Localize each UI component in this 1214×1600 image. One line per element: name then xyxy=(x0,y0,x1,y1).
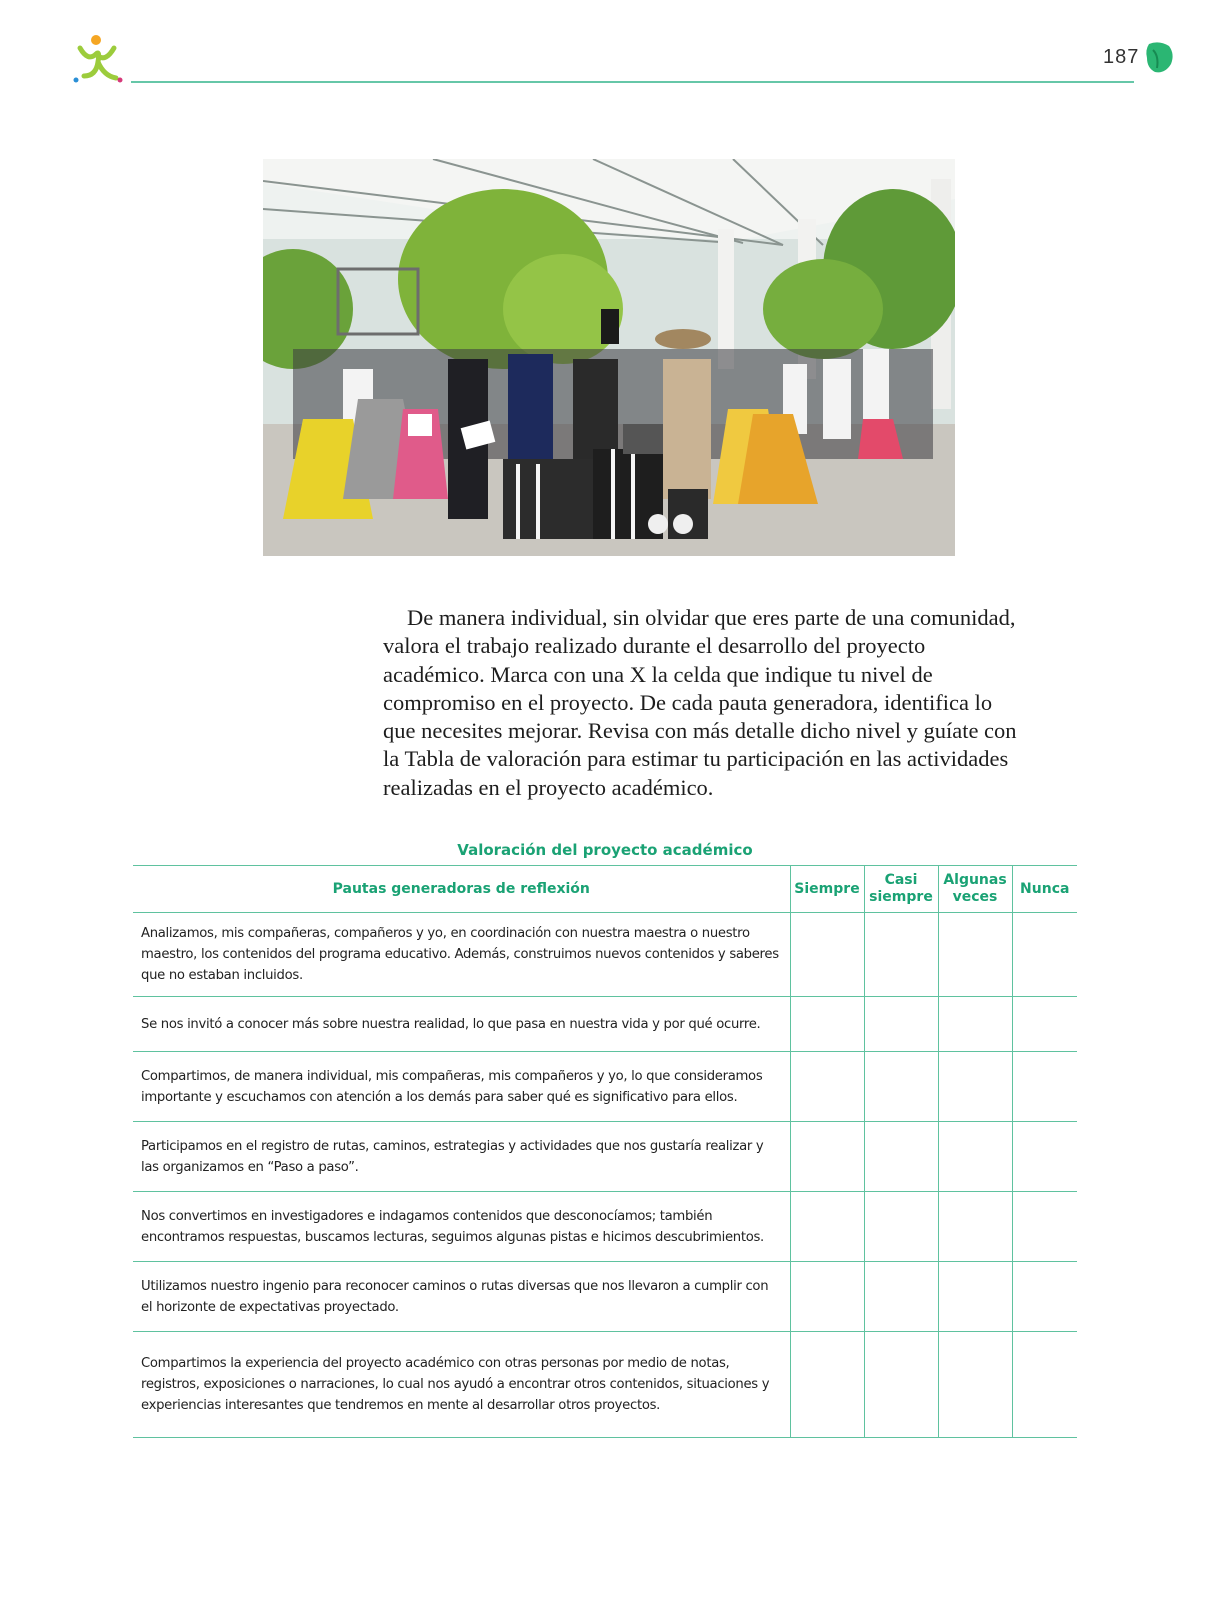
program-logo-icon xyxy=(70,32,126,86)
header-nunca: Nunca xyxy=(1012,866,1077,913)
table-row xyxy=(133,1332,1077,1438)
cell-casi-siempre[interactable] xyxy=(864,1262,938,1332)
cell-casi-siempre[interactable] xyxy=(864,997,938,1052)
pauta-text: Participamos en el registro de rutas, caminos, estrategias y actividades que nos gustaría realizar y las organizamos en “Paso a paso”. xyxy=(133,1122,790,1192)
cell-algunas-veces[interactable] xyxy=(938,997,1012,1052)
table-header-row xyxy=(133,866,1077,913)
header-rule xyxy=(131,81,1134,83)
table-title: Valoración del proyecto académico xyxy=(457,841,753,859)
cell-nunca[interactable] xyxy=(1012,1122,1077,1192)
header-siempre: Siempre xyxy=(790,866,864,913)
page-number: 187 xyxy=(1103,46,1140,68)
cell-siempre[interactable] xyxy=(790,1262,864,1332)
pauta-text: Compartimos la experiencia del proyecto académico con otras personas por medio de notas, registros, exposiciones o narraciones, lo cual nos ayudó a encontrar otros contenidos, situaciones y experiencias interesantes que tendremos en mente al desarrollar otros proyectos. xyxy=(133,1332,790,1438)
cell-casi-siempre[interactable] xyxy=(864,1192,938,1262)
cell-siempre[interactable] xyxy=(790,913,864,997)
cell-casi-siempre[interactable] xyxy=(864,1122,938,1192)
school-festival-photo xyxy=(263,159,955,556)
cell-casi-siempre[interactable] xyxy=(864,1052,938,1122)
table-row xyxy=(133,1262,1077,1332)
pauta-text: Se nos invitó a conocer más sobre nuestra realidad, lo que pasa en nuestra vida y por qué ocurre. xyxy=(133,997,790,1052)
cell-nunca[interactable] xyxy=(1012,997,1077,1052)
pauta-text: Nos convertimos en investigadores e indagamos contenidos que desconocíamos; también encontramos respuestas, buscamos lecturas, seguimos algunas pistas e hicimos descubrimientos. xyxy=(133,1192,790,1262)
cell-algunas-veces[interactable] xyxy=(938,913,1012,997)
leaf-icon xyxy=(1143,40,1175,76)
table-row xyxy=(133,1122,1077,1192)
intro-paragraph: De manera individual, sin olvidar que eres parte de una comunidad, valora el trabajo realizado durante el desarrollo del proyecto académico. Marca con una X la celda que indique tu nivel de compromiso en el proyecto. De cada pauta generadora, identifica lo que necesites mejorar. Revisa con más detalle dicho nivel y guíate con la Tabla de valoración para estimar tu participación en las actividades realizadas en el proyecto académico. xyxy=(383,605,1017,800)
cell-casi-siempre[interactable] xyxy=(864,913,938,997)
cell-siempre[interactable] xyxy=(790,1122,864,1192)
cell-algunas-veces[interactable] xyxy=(938,1122,1012,1192)
pauta-text: Compartimos, de manera individual, mis compañeras, mis compañeros y yo, lo que consideramos importante y escuchamos con atención a los demás para saber qué es significativo para ellos. xyxy=(133,1052,790,1122)
cell-nunca[interactable] xyxy=(1012,1332,1077,1438)
table-row xyxy=(133,997,1077,1052)
pauta-text: Analizamos, mis compañeras, compañeros y yo, en coordinación con nuestra maestra o nuestro maestro, los contenidos del programa educativo. Además, construimos nuevos contenidos y saberes que no estaban incluidos. xyxy=(133,913,790,997)
cell-siempre[interactable] xyxy=(790,1332,864,1438)
header-pautas: Pautas generadoras de reflexión xyxy=(133,866,790,913)
cell-algunas-veces[interactable] xyxy=(938,1332,1012,1438)
cell-algunas-veces[interactable] xyxy=(938,1262,1012,1332)
cell-casi-siempre[interactable] xyxy=(864,1332,938,1438)
evaluation-table xyxy=(133,865,1077,1438)
cell-nunca[interactable] xyxy=(1012,1192,1077,1262)
cell-siempre[interactable] xyxy=(790,997,864,1052)
cell-nunca[interactable] xyxy=(1012,913,1077,997)
cell-algunas-veces[interactable] xyxy=(938,1192,1012,1262)
table-row xyxy=(133,913,1077,997)
cell-algunas-veces[interactable] xyxy=(938,1052,1012,1122)
header-algunas-veces: Algunas veces xyxy=(938,866,1012,913)
cell-nunca[interactable] xyxy=(1012,1052,1077,1122)
table-row xyxy=(133,1052,1077,1122)
header-casi-siempre: Casi siempre xyxy=(864,866,938,913)
table-row xyxy=(133,1192,1077,1262)
pauta-text: Utilizamos nuestro ingenio para reconocer caminos o rutas diversas que nos llevaron a cumplir con el horizonte de expectativas proyectado. xyxy=(133,1262,790,1332)
cell-nunca[interactable] xyxy=(1012,1262,1077,1332)
cell-siempre[interactable] xyxy=(790,1052,864,1122)
cell-siempre[interactable] xyxy=(790,1192,864,1262)
